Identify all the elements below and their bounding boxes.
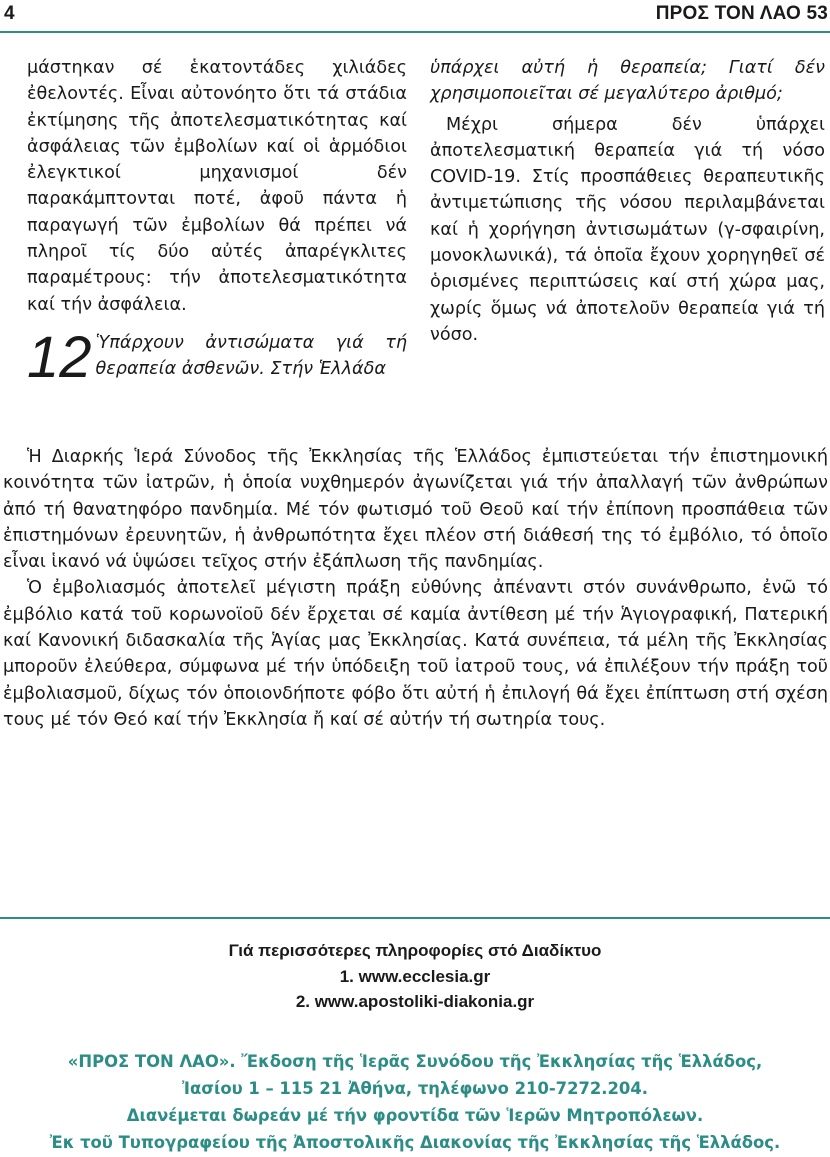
page-header	[0, 0, 830, 28]
vaccine-safety-paragraph: μάστηκαν σέ ἑκατοντάδες χιλιάδες ἐθελοντές. Εἶναι αὐτονόητο ὅτι τά στάδια ἐκτίμησης τῆς ἀποτελεσματικότητας καί ἀσφάλειας τῶν ἐμβολίων καί οἱ ἁρμόδιοι ἐλεγκτικοί μηχανισμοί δέν παρακάμπτονται ποτέ, ἀφοῦ πάντα ἡ παραγωγή τῶν ἐμβολίων θά πρέπει νά πληροῖ τίς δύο αὐτές ἀπαρέγκλιτες παραμέτρους: τήν ἀποτελεσματικότητα καί τήν ἀσφάλεια.	[27, 58, 407, 315]
page-number: 4	[4, 3, 15, 24]
left-column	[27, 55, 407, 390]
publisher-line-1: «ΠΡΟΣ ΤΟΝ ΛΑΟ». Ἔκδοση τῆς Ἱερᾶς Συνόδου τῆς Ἐκκλησίας τῆς Ἑλλάδος,	[67, 1052, 763, 1071]
question-12-end: ὑπάρχει αὐτή ἡ θεραπεία; Γιατί δέν χρησιμοποιεῖται σέ μεγαλύτερο ἀριθμό;	[430, 58, 825, 105]
publisher-colophon	[0, 1048, 830, 1156]
publisher-line-2: Ἰασίου 1 – 115 21 Ἀθήνα, τηλέφωνο 210-7272.204.	[182, 1079, 648, 1098]
right-column	[430, 55, 825, 348]
footer-divider	[0, 917, 830, 919]
more-info-block	[0, 938, 830, 1015]
answer-12: Μέχρι σήμερα δέν ὑπάρχει ἀποτελεσματική θεραπεία γιά τή νόσο COVID-19. Στίς προσπάθειες θεραπευτικῆς ἀντιμετώπισης τῆς νόσου περιλαμβάνεται καί ἡ χορήγηση ἀντισωμάτων (γ-σφαιρίνη, μονοκλωνικά), τά ὁποῖα ἔχουν χορηγηθεῖ σέ ὁρισμένες περιπτώσεις καί στή χώρα μας, χωρίς ὅμως νά ἀποτελοῦν θεραπεία γιά τή νόσο.	[430, 114, 825, 345]
synod-statement	[3, 444, 828, 733]
link-ecclesia[interactable]: 1. www.ecclesia.gr	[339, 966, 491, 986]
question-12	[27, 324, 407, 390]
link-apostoliki-diakonia[interactable]: 2. www.apostoliki-diakonia.gr	[295, 992, 535, 1011]
statement-paragraph-1: Ἡ Διαρκής Ἱερά Σύνοδος τῆς Ἐκκλησίας τῆς Ἑλλάδος ἐμπιστεύεται τήν ἐπιστημονική κοινότητα τῶν ἰατρῶν, ἡ ὁποία νυχθημερόν ἀγωνίζεται γιά τήν ἀπαλλαγή τῶν ἀνθρώπων ἀπό τή θανατηφόρο πανδημία. Μέ τόν φωτισμό τοῦ Θεοῦ καί τήν ἐπίπονη προσπάθεια τῶν ἐπιστημόνων ἐρευνητῶν, ἡ ἀνθρωπότητα ἔχει πλέον στή διάθεσή της τό ἐμβόλιο, τό ὁποῖο εἶναι ἱκανό νά ὑψώσει τεῖχος στήν ἐξάπλωση τῆς πανδημίας.	[3, 447, 828, 573]
question-number: 12	[27, 324, 92, 390]
more-info-heading: Γιά περισσότερες πληροφορίες στό Διαδίκτυο	[228, 941, 602, 960]
publisher-line-3: Διανέμεται δωρεάν μέ τήν φροντίδα τῶν Ἱερῶν Μητροπόλεων.	[126, 1106, 704, 1125]
running-title: ΠΡΟΣ ΤΟΝ ΛΑΟ 53	[655, 3, 828, 24]
statement-paragraph-2: Ὁ ἐμβολιασμός ἀποτελεῖ μέγιστη πράξη εὐθύνης ἀπέναντι στόν συνάνθρωπο, ἐνῶ τό ἐμβόλιο κατά τοῦ κορωνοϊοῦ δέν ἔρχεται σέ καμία ἀντίθεση μέ τήν Ἁγιογραφική, Πατερική καί Κανονική διδασκαλία τῆς Ἁγίας μας Ἐκκλησίας. Κατά συνέπεια, τά μέλη τῆς Ἐκκλησίας μποροῦν ἐλεύθερα, σύμφωνα μέ τήν ὑπόδειξη τοῦ ἰατροῦ τους, νά ἐπιλέξουν τήν πράξη τοῦ ἐμβολιασμοῦ, δίχως τόν ὁποιονδήποτε φόβο ὅτι αὐτή ἡ ἐπιλογή θά ἔχει ἐπίπτωση στή σχέση τους μέ τόν Θεό καί τήν Ἐκκλησία ἤ καί σέ αὐτήν τή σωτηρία τους.	[3, 578, 828, 730]
publisher-line-4: Ἐκ τοῦ Τυπογραφείου τῆς Ἀποστολικῆς Διακονίας τῆς Ἐκκλησίας τῆς Ἑλλάδος.	[49, 1133, 781, 1152]
header-divider	[0, 31, 830, 33]
question-12-start: Ὑπάρχουν ἀντισώματα γιά τή θεραπεία ἀσθενῶν. Στήν Ἑλλάδα	[95, 332, 407, 380]
